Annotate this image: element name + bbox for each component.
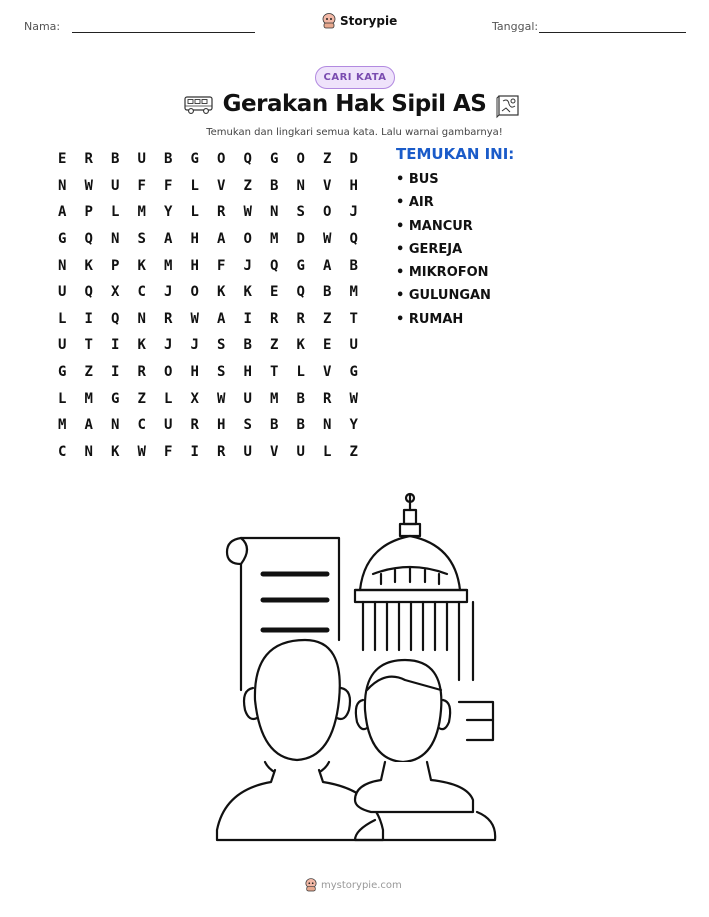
grid-letter[interactable]: I — [190, 443, 199, 460]
grid-letter[interactable]: R — [217, 443, 226, 460]
word-list-item: • MANCUR — [396, 218, 473, 234]
grid-letter[interactable]: R — [164, 310, 173, 327]
name-label: Nama: — [24, 20, 61, 33]
grid-letter[interactable]: Q — [111, 310, 120, 327]
grid-letter[interactable]: U — [137, 151, 146, 168]
grid-letter[interactable]: J — [349, 204, 358, 221]
grid-letter[interactable]: R — [84, 151, 93, 168]
grid-letter[interactable]: J — [190, 337, 199, 354]
grid-letter[interactable]: M — [349, 284, 358, 301]
grid-letter[interactable]: T — [84, 337, 93, 354]
grid-letter[interactable]: G — [349, 364, 358, 381]
grid-letter[interactable]: U — [58, 337, 67, 354]
grid-letter[interactable]: W — [243, 204, 252, 221]
word-list-item: • RUMAH — [396, 311, 464, 327]
grid-letter[interactable]: Z — [84, 364, 93, 381]
grid-letter[interactable]: O — [243, 231, 252, 248]
grid-letter[interactable]: B — [349, 257, 358, 274]
map-scroll-icon — [496, 93, 522, 119]
word-list — [396, 170, 491, 333]
grid-letter[interactable]: I — [111, 364, 120, 381]
grid-letter[interactable]: K — [217, 284, 226, 301]
grid-letter[interactable]: B — [270, 177, 279, 194]
grid-letter[interactable]: L — [296, 364, 305, 381]
grid-letter[interactable]: N — [111, 231, 120, 248]
grid-letter[interactable]: G — [58, 231, 67, 248]
grid-letter[interactable]: A — [164, 231, 173, 248]
grid-letter[interactable]: K — [84, 257, 93, 274]
grid-letter[interactable]: T — [349, 310, 358, 327]
name-input-line[interactable] — [72, 32, 255, 33]
word-search-grid — [49, 146, 367, 465]
grid-letter[interactable]: W — [190, 310, 199, 327]
grid-letter[interactable]: B — [243, 337, 252, 354]
grid-letter[interactable]: H — [190, 364, 199, 381]
grid-letter[interactable]: M — [137, 204, 146, 221]
grid-letter[interactable]: G — [270, 151, 279, 168]
grid-letter[interactable]: V — [270, 443, 279, 460]
word-list-heading: TEMUKAN INI: — [396, 145, 515, 163]
grid-letter[interactable]: I — [111, 337, 120, 354]
grid-letter[interactable]: R — [323, 390, 332, 407]
category-badge: CARI KATA — [315, 66, 395, 89]
grid-letter[interactable]: K — [137, 257, 146, 274]
grid-letter[interactable]: H — [349, 177, 358, 194]
word-list-item: • AIR — [396, 195, 434, 211]
grid-letter[interactable]: E — [270, 284, 279, 301]
grid-letter[interactable]: C — [137, 417, 146, 434]
grid-letter[interactable]: B — [296, 417, 305, 434]
grid-letter[interactable]: Z — [270, 337, 279, 354]
grid-letter[interactable]: M — [270, 231, 279, 248]
grid-letter[interactable]: F — [137, 177, 146, 194]
grid-letter[interactable]: J — [243, 257, 252, 274]
word-list-item: • BUS — [396, 172, 439, 187]
grid-letter[interactable]: N — [58, 177, 67, 194]
grid-letter[interactable]: N — [323, 417, 332, 434]
grid-letter[interactable]: O — [164, 364, 173, 381]
grid-letter[interactable]: K — [296, 337, 305, 354]
grid-letter[interactable]: A — [217, 231, 226, 248]
grid-letter[interactable]: B — [323, 284, 332, 301]
grid-letter[interactable]: U — [243, 443, 252, 460]
grid-letter[interactable]: K — [137, 337, 146, 354]
grid-letter[interactable]: G — [58, 364, 67, 381]
word-list-item: • MIKROFON — [396, 265, 489, 281]
grid-letter[interactable]: R — [270, 310, 279, 327]
footer — [305, 878, 402, 892]
grid-letter[interactable]: H — [190, 231, 199, 248]
grid-letter[interactable]: D — [349, 151, 358, 168]
grid-letter[interactable]: L — [190, 177, 199, 194]
brand-name: Storypie — [340, 14, 398, 28]
grid-letter[interactable]: W — [84, 177, 93, 194]
footer-url[interactable]: mystorypie.com — [321, 879, 402, 891]
grid-letter[interactable]: B — [164, 151, 173, 168]
grid-letter[interactable]: I — [243, 310, 252, 327]
grid-letter[interactable]: R — [190, 417, 199, 434]
grid-letter[interactable]: Q — [270, 257, 279, 274]
grid-letter[interactable]: Y — [349, 417, 358, 434]
grid-letter[interactable]: U — [58, 284, 67, 301]
grid-letter[interactable]: L — [190, 204, 199, 221]
grid-letter[interactable]: B — [111, 151, 120, 168]
storypie-mascot-icon — [322, 13, 336, 29]
instructions: Temukan dan lingkari semua kata. Lalu warnai gambarnya! — [206, 127, 503, 138]
grid-letter[interactable]: U — [164, 417, 173, 434]
grid-letter[interactable]: H — [243, 364, 252, 381]
grid-letter[interactable]: M — [270, 390, 279, 407]
grid-letter[interactable]: N — [58, 257, 67, 274]
grid-letter[interactable]: Q — [243, 151, 252, 168]
grid-letter[interactable]: Q — [84, 284, 93, 301]
grid-letter[interactable]: S — [217, 364, 226, 381]
grid-letter[interactable]: H — [217, 417, 226, 434]
storypie-mascot-icon — [305, 878, 317, 892]
grid-letter[interactable]: Z — [243, 177, 252, 194]
grid-letter[interactable]: O — [296, 151, 305, 168]
grid-letter[interactable]: C — [58, 443, 67, 460]
grid-letter[interactable]: M — [58, 417, 67, 434]
grid-letter[interactable]: H — [190, 257, 199, 274]
grid-letter[interactable]: N — [84, 443, 93, 460]
grid-letter[interactable]: W — [349, 390, 358, 407]
grid-letter[interactable]: M — [84, 390, 93, 407]
grid-letter[interactable]: W — [323, 231, 332, 248]
grid-letter[interactable]: R — [137, 364, 146, 381]
brand-logo — [322, 13, 397, 29]
grid-letter[interactable]: N — [270, 204, 279, 221]
grid-letter[interactable]: U — [243, 390, 252, 407]
capitol-people-document-illustration — [205, 490, 505, 850]
grid-letter[interactable]: N — [296, 177, 305, 194]
grid-letter[interactable]: A — [84, 417, 93, 434]
grid-letter[interactable]: A — [217, 310, 226, 327]
grid-letter[interactable]: K — [243, 284, 252, 301]
grid-letter[interactable]: C — [137, 284, 146, 301]
grid-letter[interactable]: F — [217, 257, 226, 274]
grid-letter[interactable]: Q — [349, 231, 358, 248]
grid-letter[interactable]: O — [323, 204, 332, 221]
word-list-item: • GULUNGAN — [396, 288, 491, 304]
grid-letter[interactable]: G — [190, 151, 199, 168]
grid-letter[interactable]: Q — [296, 284, 305, 301]
grid-letter[interactable]: R — [296, 310, 305, 327]
grid-letter[interactable]: E — [58, 151, 67, 168]
grid-letter[interactable]: S — [296, 204, 305, 221]
grid-letter[interactable]: R — [217, 204, 226, 221]
grid-letter[interactable]: Z — [323, 151, 332, 168]
grid-letter[interactable]: I — [84, 310, 93, 327]
grid-letter[interactable]: O — [190, 284, 199, 301]
grid-letter[interactable]: L — [164, 390, 173, 407]
grid-letter[interactable]: U — [296, 443, 305, 460]
grid-letter[interactable]: S — [243, 417, 252, 434]
grid-letter[interactable]: W — [217, 390, 226, 407]
grid-letter[interactable]: M — [164, 257, 173, 274]
grid-letter[interactable]: F — [164, 177, 173, 194]
grid-letter[interactable]: B — [296, 390, 305, 407]
grid-letter[interactable]: U — [111, 177, 120, 194]
word-list-item: • GEREJA — [396, 241, 463, 257]
grid-letter[interactable]: B — [270, 417, 279, 434]
grid-letter[interactable]: L — [58, 390, 67, 407]
grid-letter[interactable]: L — [323, 443, 332, 460]
grid-letter[interactable]: K — [111, 443, 120, 460]
grid-letter[interactable]: D — [296, 231, 305, 248]
grid-letter[interactable]: O — [217, 151, 226, 168]
grid-letter[interactable]: E — [323, 337, 332, 354]
grid-letter[interactable]: S — [217, 337, 226, 354]
grid-letter[interactable]: G — [111, 390, 120, 407]
grid-letter[interactable]: W — [137, 443, 146, 460]
grid-letter[interactable]: N — [111, 417, 120, 434]
grid-letter[interactable]: J — [164, 284, 173, 301]
grid-letter[interactable]: A — [58, 204, 67, 221]
grid-letter[interactable]: A — [323, 257, 332, 274]
grid-letter[interactable]: X — [190, 390, 199, 407]
grid-letter[interactable]: V — [217, 177, 226, 194]
grid-letter[interactable]: T — [270, 364, 279, 381]
grid-letter[interactable]: Z — [137, 390, 146, 407]
grid-letter[interactable]: Z — [323, 310, 332, 327]
grid-letter[interactable]: X — [111, 284, 120, 301]
grid-letter[interactable]: F — [164, 443, 173, 460]
grid-letter[interactable]: Q — [84, 231, 93, 248]
date-label: Tanggal: — [492, 20, 539, 33]
grid-letter[interactable]: V — [323, 364, 332, 381]
grid-letter[interactable]: L — [111, 204, 120, 221]
grid-letter[interactable]: N — [137, 310, 146, 327]
grid-letter[interactable]: L — [58, 310, 67, 327]
grid-letter[interactable]: U — [349, 337, 358, 354]
grid-letter[interactable]: P — [84, 204, 93, 221]
date-input-line[interactable] — [539, 32, 686, 33]
grid-letter[interactable]: P — [111, 257, 120, 274]
grid-letter[interactable]: G — [296, 257, 305, 274]
page-title: Gerakan Hak Sipil AS — [222, 91, 487, 117]
grid-letter[interactable]: Y — [164, 204, 173, 221]
grid-letter[interactable]: S — [137, 231, 146, 248]
grid-letter[interactable]: J — [164, 337, 173, 354]
grid-letter[interactable]: Z — [349, 443, 358, 460]
grid-letter[interactable]: V — [323, 177, 332, 194]
